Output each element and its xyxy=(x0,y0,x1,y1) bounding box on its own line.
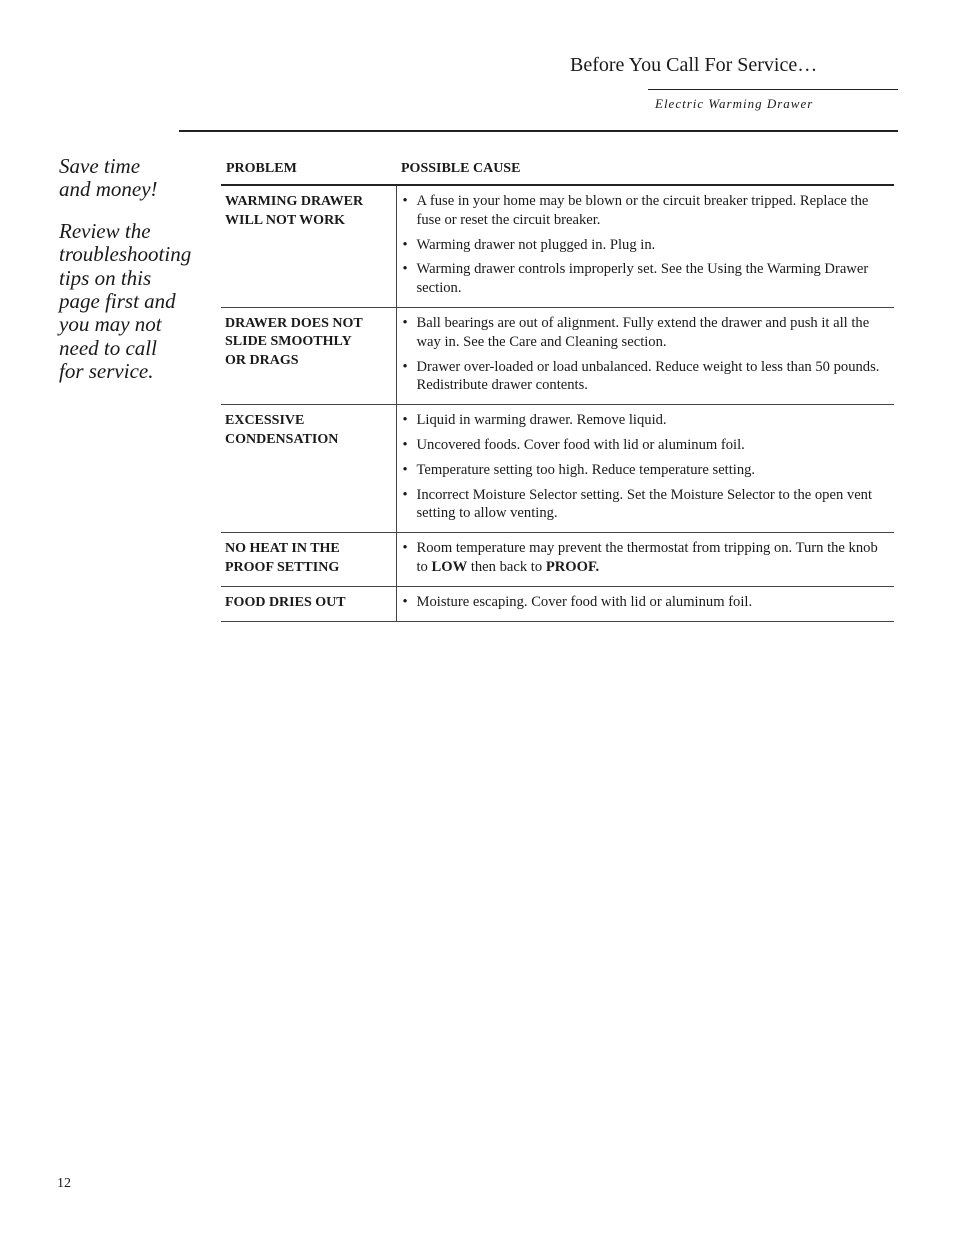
table-row xyxy=(221,185,894,307)
cause-item: • Temperature setting too high. Reduce temperature setting. xyxy=(403,461,887,480)
cause-item: • Liquid in warming drawer. Remove liquid. xyxy=(403,411,887,430)
sidebar-line: tips on this xyxy=(59,265,152,290)
sidebar-line: Save time xyxy=(59,154,141,178)
cause-item: • Warming drawer controls improperly set. See the Using the Warming Drawer section. xyxy=(403,260,887,298)
sidebar-tagline xyxy=(59,155,204,202)
sidebar-line: page first and xyxy=(59,289,176,314)
table-row xyxy=(221,307,894,404)
cause-item xyxy=(403,539,887,577)
problem-cell xyxy=(221,405,396,533)
problem-line: PROOF SETTING xyxy=(225,559,340,575)
sidebar-line: and money! xyxy=(59,177,158,202)
table-row xyxy=(221,405,894,533)
problem-cell xyxy=(221,307,396,404)
sidebar-line: need to call xyxy=(59,335,157,360)
header-divider xyxy=(179,130,898,132)
problem-cell xyxy=(221,185,396,307)
page-subtitle: Electric Warming Drawer xyxy=(655,96,814,111)
proof-setting-label: PROOF. xyxy=(545,558,600,575)
table-row xyxy=(221,586,894,621)
title-divider xyxy=(648,89,898,90)
problem-line: WILL NOT WORK xyxy=(225,212,346,228)
problem-line: EXCESSIVE xyxy=(225,413,305,429)
cause-item: • Incorrect Moisture Selector setting. Set the Moisture Selector to the open vent setting to allow venting. xyxy=(403,486,887,524)
cause-item: • Moisture escaping. Cover food with lid or aluminum foil. xyxy=(403,593,887,612)
cause-cell xyxy=(396,533,894,587)
troubleshooting-table xyxy=(221,160,894,622)
sidebar-advice xyxy=(59,220,204,384)
problem-line: SLIDE SMOOTHLY xyxy=(225,334,352,350)
problem-cell xyxy=(221,586,396,621)
cause-item: • Drawer over-loaded or load unbalanced. Reduce weight to less than 50 pounds. Redistribute drawer contents. xyxy=(403,358,887,396)
sidebar-line: you may not xyxy=(59,312,162,337)
problem-column-header: PROBLEM xyxy=(221,160,396,185)
page-title: Before You Call For Service… xyxy=(570,54,818,76)
cause-cell xyxy=(396,586,894,621)
problem-cell xyxy=(221,533,396,587)
sidebar-line: troubleshooting xyxy=(59,242,192,267)
problem-line: DRAWER DOES NOT xyxy=(225,315,363,331)
cause-item: • Warming drawer not plugged in. Plug in. xyxy=(403,236,887,255)
problem-line: OR DRAGS xyxy=(225,352,299,368)
sidebar-line: for service. xyxy=(59,359,154,384)
cause-cell xyxy=(396,307,894,404)
low-setting-label: LOW xyxy=(431,558,468,575)
cause-text: Room temperature may prevent the thermostat from tripping on. Turn the knob to xyxy=(416,540,878,575)
problem-line: CONDENSATION xyxy=(225,431,339,447)
problem-line: FOOD DRIES OUT xyxy=(225,594,346,610)
cause-cell xyxy=(396,185,894,307)
sidebar-tip xyxy=(59,155,204,402)
table-row xyxy=(221,533,894,587)
table-header-row xyxy=(221,160,894,185)
cause-text: then back to xyxy=(467,558,546,575)
sidebar-line: Review the xyxy=(59,218,151,243)
problem-line: NO HEAT IN THE xyxy=(225,541,340,557)
cause-cell xyxy=(396,405,894,533)
cause-column-header: POSSIBLE CAUSE xyxy=(396,160,894,185)
page-number: 12 xyxy=(57,1176,71,1191)
cause-item: • Ball bearings are out of alignment. Fully extend the drawer and push it all the way in. See the Care and Cleaning section. xyxy=(403,314,887,352)
problem-line: WARMING DRAWER xyxy=(225,194,364,209)
cause-item: • Uncovered foods. Cover food with lid or aluminum foil. xyxy=(403,436,887,455)
cause-item: • A fuse in your home may be blown or the circuit breaker tripped. Replace the fuse or reset the circuit breaker. xyxy=(403,192,887,230)
